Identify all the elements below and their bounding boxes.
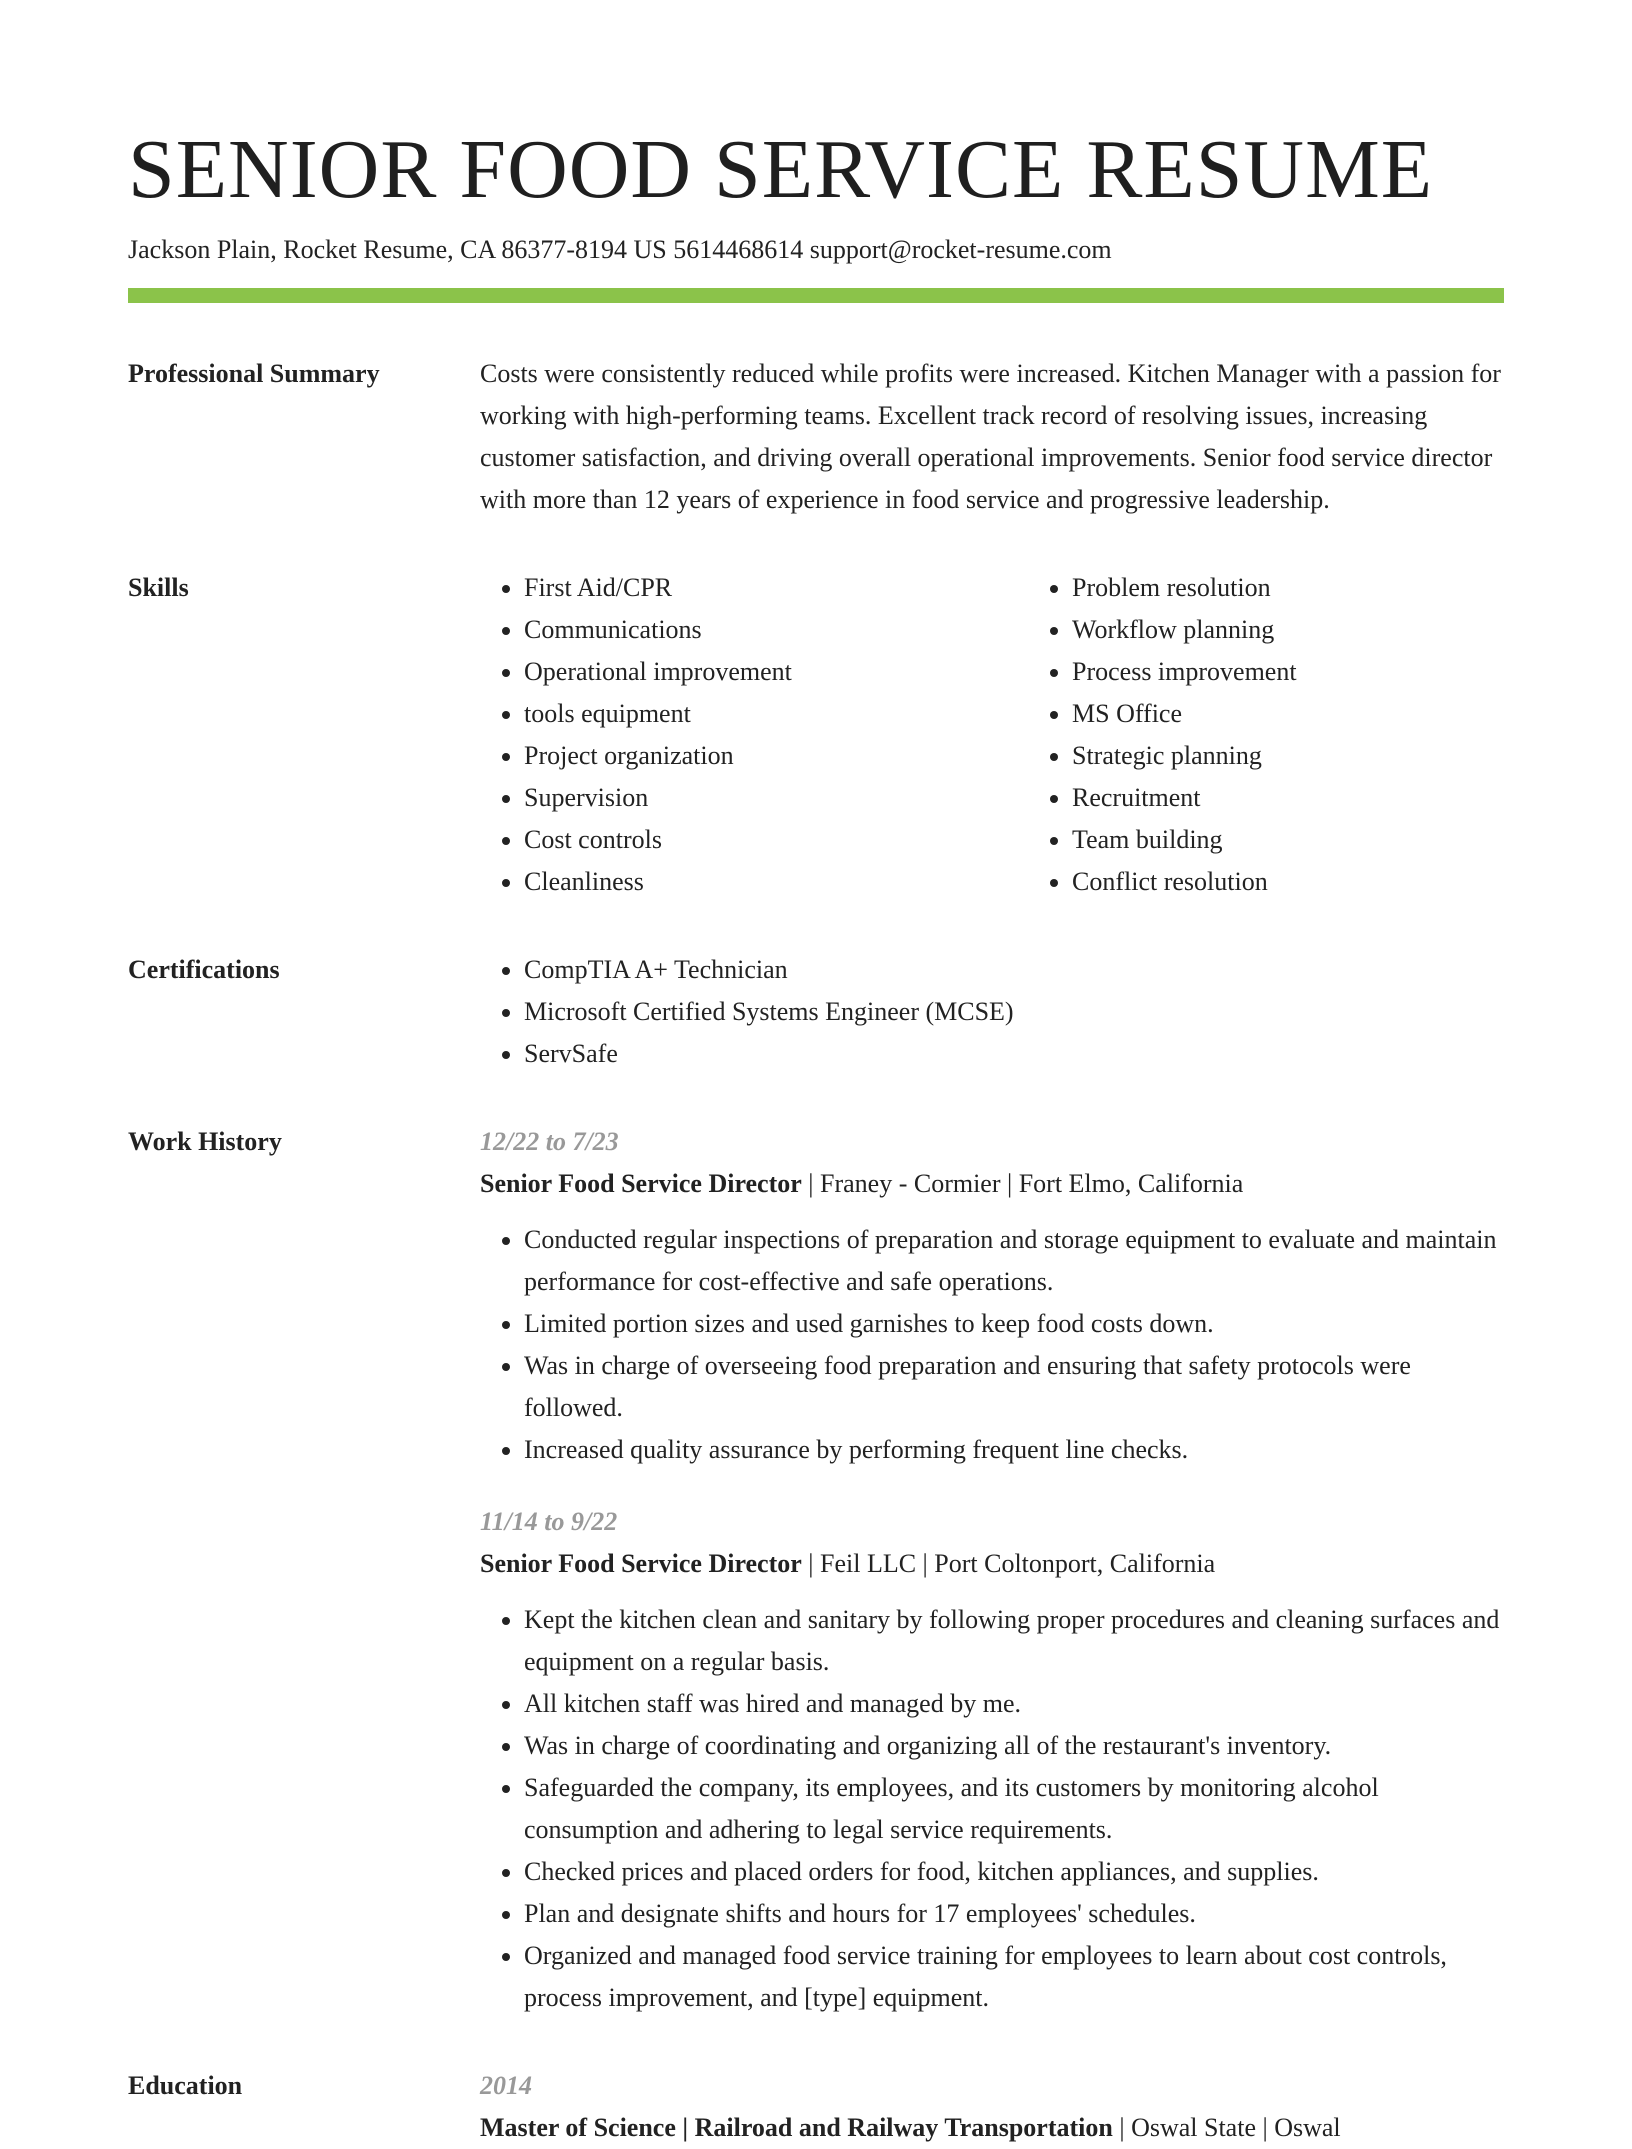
job-entry	[480, 1121, 1504, 1471]
education-heading	[480, 2107, 1504, 2149]
skill-item: • Supervision	[524, 777, 1028, 819]
job-details: | Franey - Cormier | Fort Elmo, California	[801, 1169, 1244, 1198]
summary-section	[128, 353, 1504, 521]
job-bullet: • Safeguarded the company, its employees, and its customers by monitoring alcohol consumption and adhering to legal service requirements.	[524, 1767, 1504, 1851]
job-title: Senior Food Service Director	[480, 1169, 802, 1198]
skills-list-left	[480, 567, 1028, 903]
job-dates: 11/14 to 9/22	[480, 1507, 618, 1536]
skill-item: • Operational improvement	[524, 651, 1028, 693]
job-entry	[480, 1501, 1504, 2019]
certifications-list	[480, 949, 1504, 1075]
education-degree: Master of Science | Railroad and Railway Transportation	[480, 2113, 1113, 2142]
skill-item: • Cost controls	[524, 819, 1028, 861]
job-bullets	[480, 1219, 1504, 1471]
certifications-label: Certifications	[128, 955, 280, 984]
certification-item: • Microsoft Certified Systems Engineer (MCSE)	[524, 991, 1504, 1033]
job-dates: 12/22 to 7/23	[480, 1127, 619, 1156]
skills-section	[128, 567, 1504, 903]
certification-item: • ServSafe	[524, 1033, 1504, 1075]
job-heading	[480, 1163, 1504, 1205]
skill-item: • Team building	[1072, 819, 1576, 861]
certification-item: • CompTIA A+ Technician	[524, 949, 1504, 991]
job-bullet: • Limited portion sizes and used garnishes to keep food costs down.	[524, 1303, 1504, 1345]
resume-page	[128, 120, 1504, 2149]
education-year: 2014	[480, 2071, 532, 2100]
certifications-section	[128, 949, 1504, 1075]
skill-item: • tools equipment	[524, 693, 1028, 735]
skill-item: • Recruitment	[1072, 777, 1576, 819]
skills-label: Skills	[128, 573, 189, 602]
skill-item: • Process improvement	[1072, 651, 1576, 693]
contact-line: Jackson Plain, Rocket Resume, CA 86377-8194 US 5614468614 support@rocket-resume.com	[128, 235, 1112, 264]
resume-title: SENIOR FOOD SERVICE RESUME	[128, 123, 1434, 216]
header-divider	[128, 288, 1504, 303]
job-bullets	[480, 1599, 1504, 2019]
summary-label: Professional Summary	[128, 359, 380, 388]
skills-list-right	[1028, 567, 1576, 903]
work-history-section	[128, 1121, 1504, 2019]
skill-item: • First Aid/CPR	[524, 567, 1028, 609]
skill-item: • MS Office	[1072, 693, 1576, 735]
summary-text: Costs were consistently reduced while profits were increased. Kitchen Manager with a passion for working with high-performing teams. Excellent track record of resolving issues, increasing customer satisfaction, and driving overall operational improvements. Senior food service director with more than 12 years of experience in food service and progressive leadership.	[480, 359, 1501, 514]
job-bullet: • Organized and managed food service training for employees to learn about cost controls, process improvement, and [type] equipment.	[524, 1935, 1504, 2019]
skill-item: • Conflict resolution	[1072, 861, 1576, 903]
job-bullet: • Increased quality assurance by performing frequent line checks.	[524, 1429, 1504, 1471]
education-details: | Oswal State | Oswal	[1112, 2113, 1341, 2142]
job-bullet: • Checked prices and placed orders for food, kitchen appliances, and supplies.	[524, 1851, 1504, 1893]
education-label: Education	[128, 2071, 243, 2100]
skill-item: • Problem resolution	[1072, 567, 1576, 609]
job-title: Senior Food Service Director	[480, 1549, 802, 1578]
job-bullet: • Plan and designate shifts and hours for 17 employees' schedules.	[524, 1893, 1504, 1935]
education-section	[128, 2065, 1504, 2149]
job-bullet: • Was in charge of coordinating and organizing all of the restaurant's inventory.	[524, 1725, 1504, 1767]
skill-item: • Communications	[524, 609, 1028, 651]
job-bullet: • Conducted regular inspections of preparation and storage equipment to evaluate and maintain performance for cost-effective and safe operations.	[524, 1219, 1504, 1303]
job-bullet: • Was in charge of overseeing food preparation and ensuring that safety protocols were followed.	[524, 1345, 1504, 1429]
job-bullet: • All kitchen staff was hired and managed by me.	[524, 1683, 1504, 1725]
work-history-label: Work History	[128, 1127, 282, 1156]
skill-item: • Cleanliness	[524, 861, 1028, 903]
job-heading	[480, 1543, 1504, 1585]
job-bullet: • Kept the kitchen clean and sanitary by following proper procedures and cleaning surfaces and equipment on a regular basis.	[524, 1599, 1504, 1683]
skill-item: • Project organization	[524, 735, 1028, 777]
skill-item: • Workflow planning	[1072, 609, 1576, 651]
skill-item: • Strategic planning	[1072, 735, 1576, 777]
job-details: | Feil LLC | Port Coltonport, California	[801, 1549, 1216, 1578]
